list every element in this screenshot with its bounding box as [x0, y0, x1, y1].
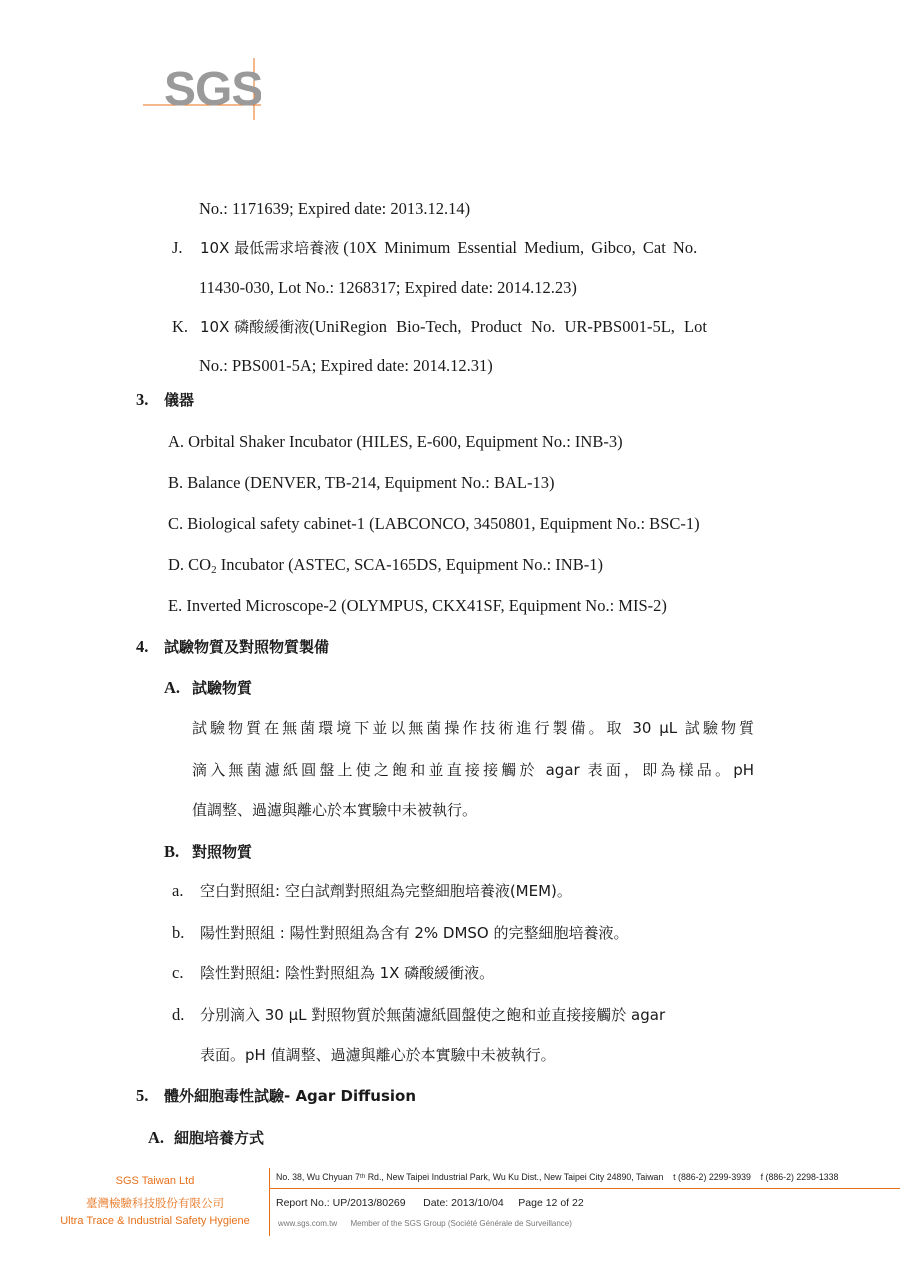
section-5-heading: [136, 1086, 416, 1106]
reagent-j-label: J.: [172, 238, 183, 257]
control-a: [172, 881, 572, 901]
section-4a-para-line3: 值調整、過濾與離心於本實驗中未被執行。: [192, 801, 478, 819]
footer-report-line: [276, 1197, 584, 1209]
reagent-j-cont: 11430-030, Lot No.: 1268317; Expired date: 2014.12.23): [199, 278, 577, 297]
control-d-label: d.: [172, 1005, 185, 1024]
equipment-e: E. Inverted Microscope-2 (OLYMPUS, CKX41SF, Equipment No.: MIS-2): [168, 596, 667, 615]
footer-page: Page 12 of 22: [518, 1197, 584, 1209]
equipment-d-sub: 2: [211, 564, 217, 576]
section-5a-heading: [148, 1128, 264, 1148]
control-c: [172, 963, 494, 983]
section-4b-label: B.: [164, 842, 180, 861]
section-4-num: 4.: [136, 637, 149, 656]
section-4a-para-line2: 滴入無菌濾紙圓盤上使之飽和並直接接觸於 agar 表面，即為樣品。pH: [192, 761, 754, 779]
reagent-j: [172, 238, 754, 258]
footer-address: No. 38, Wu Chyuan 7ᵗʰ Rd., New Taipei Industrial Park, Wu Ku Dist., New Taipei City 24890, Taiwan: [276, 1172, 664, 1182]
section-4-title: 試驗物質及對照物質製備: [164, 638, 330, 656]
control-c-label: c.: [172, 963, 184, 982]
reagent-k-label: K.: [172, 317, 189, 336]
reagent-k-cjk: 10X 磷酸緩衝液: [200, 318, 310, 336]
footer-report-no: Report No.: UP/2013/80269: [276, 1197, 406, 1209]
control-d-cont: 表面。pH 值調整、過濾與離心於本實驗中未被執行。: [200, 1046, 556, 1064]
control-a-text: 空白對照組: 空白試劑對照組為完整細胞培養液(MEM)。: [200, 882, 572, 900]
control-d: [172, 1005, 665, 1025]
equipment-b: B. Balance (DENVER, TB-214, Equipment No.: BAL-13): [168, 473, 555, 492]
reagent-j-text: (10X Minimum Essential Medium, Gibco, Cat No.: [343, 238, 698, 257]
footer-division: Ultra Trace & Industrial Safety Hygiene: [60, 1215, 250, 1227]
section-3-heading: [136, 390, 194, 410]
control-b-label: b.: [172, 923, 185, 942]
sgs-logo: [143, 58, 261, 120]
footer-company-en: SGS Taiwan Ltd: [115, 1175, 195, 1187]
footer-address-line: [276, 1172, 838, 1182]
control-b: [172, 923, 629, 943]
reagent-j-cjk: 10X 最低需求培養液: [200, 239, 340, 257]
section-3-title: 儀器: [164, 391, 195, 409]
section-5-title: 體外細胞毒性試驗- Agar Diffusion: [164, 1087, 417, 1105]
section-4a-label: A.: [164, 678, 181, 697]
section-4-heading: [136, 637, 329, 657]
logo-text: SGS: [164, 63, 261, 116]
section-4b-heading: [164, 842, 252, 862]
footer-web-line: [278, 1219, 572, 1228]
control-c-text: 陰性對照組: 陰性對照組為 1X 磷酸緩衝液。: [200, 964, 495, 982]
equipment-a: A. Orbital Shaker Incubator (HILES, E-600, Equipment No.: INB-3): [168, 432, 623, 451]
footer-divider-horizontal: [269, 1188, 900, 1189]
section-5a-title: 細胞培養方式: [174, 1129, 265, 1147]
reagent-k-prev-cont: No.: 1171639; Expired date: 2013.12.14): [199, 199, 471, 218]
footer-member: Member of the SGS Group (Société Générale de Surveillance): [350, 1219, 572, 1228]
footer-fax: f (886-2) 2298-1338: [760, 1172, 839, 1182]
control-a-label: a.: [172, 881, 184, 900]
reagent-k-text: (UniRegion Bio-Tech, Product No. UR-PBS001-5L, Lot: [309, 317, 707, 336]
footer-website: www.sgs.com.tw: [278, 1219, 338, 1228]
section-3-num: 3.: [136, 390, 149, 409]
section-5-num: 5.: [136, 1086, 149, 1105]
equipment-d: [168, 555, 603, 575]
footer-company-zh: 臺灣檢驗科技股份有限公司: [86, 1196, 224, 1210]
section-4a-title: 試驗物質: [192, 679, 253, 697]
footer-date: Date: 2013/10/04: [423, 1197, 504, 1209]
equipment-d-pre: D. CO: [168, 555, 212, 574]
equipment-c: C. Biological safety cabinet-1 (LABCONCO, 3450801, Equipment No.: BSC-1): [168, 514, 700, 533]
reagent-k-cont: No.: PBS001-5A; Expired date: 2014.12.31): [199, 356, 493, 375]
control-d-text: 分別滴入 30 μL 對照物質於無菌濾紙圓盤使之飽和並直接接觸於 agar: [200, 1006, 666, 1024]
section-5a-label: A.: [148, 1128, 165, 1147]
section-4b-title: 對照物質: [192, 843, 253, 861]
section-4a-heading: [164, 678, 252, 698]
footer-divider-vertical: [269, 1168, 270, 1236]
control-b-text: 陽性對照組 : 陽性對照組為含有 2% DMSO 的完整細胞培養液。: [200, 924, 629, 942]
footer-tel: t (886-2) 2299-3939: [673, 1172, 751, 1182]
equipment-d-post: Incubator (ASTEC, SCA-165DS, Equipment No.: INB-1): [216, 555, 603, 574]
reagent-k: [172, 317, 754, 337]
section-4a-para-line1: 試驗物質在無菌環境下並以無菌操作技術進行製備。取 30 μL 試驗物質: [192, 719, 754, 737]
